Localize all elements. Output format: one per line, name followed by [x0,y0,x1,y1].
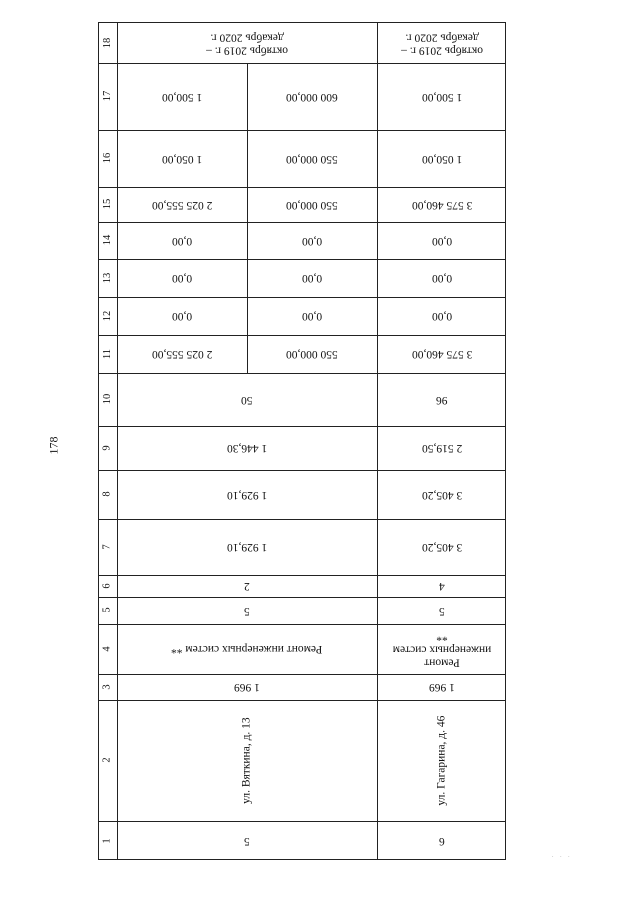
table-cell: 0,00 [171,272,193,285]
record-number: 6 [439,835,445,848]
column-header: 7 [101,544,113,550]
work-period: октябрь 2019 г. – декабрь 2020 г. [206,31,288,57]
column-header: 15 [101,199,113,210]
column-header: 14 [101,235,113,246]
table-cell: 0,00 [431,235,453,248]
table-cell: 1 500,00 [421,91,463,104]
column-header: 12 [101,310,113,322]
table-cell: 3 575 460,00 [411,199,473,212]
table-cell: 0,00 [301,272,323,285]
table-cell: 0,00 [301,235,323,248]
table-cell: 1 929,10 [226,489,268,502]
column-header: 1 [101,838,113,844]
column-header: 17 [101,91,113,102]
table-cell: 0,00 [431,272,453,285]
table-cell: 550 000,00 [286,199,338,212]
record-number: 5 [244,835,250,848]
table-cell: 550 000,00 [286,153,338,166]
column-header: 5 [101,607,113,614]
scan-speckle: · · · [551,853,572,861]
column-header: 3 [101,684,113,690]
table-cell: 1 050,00 [161,153,203,166]
table-cell: 2 [244,580,250,593]
table-cell: 600 000,00 [286,91,338,104]
column-header: 11 [101,348,113,360]
table-cell: 50 [241,394,253,407]
table-cell: 1 500,00 [161,91,203,104]
column-header: 10 [101,394,113,405]
table-cell: 0,00 [301,310,323,323]
table-cell: 3 575 460,00 [411,348,473,361]
rotated-table [98,22,506,860]
table-cell: 4 [439,580,445,593]
table-cell: 3 405,20 [421,489,463,502]
work-period: октябрь 2019 г. – декабрь 2020 г. [401,31,483,57]
build-year: 1 969 [429,681,455,694]
column-header: 9 [101,445,113,451]
column-header: 2 [101,757,113,764]
column-header: 13 [101,272,113,284]
table-cell: 1 050,00 [421,153,463,166]
table-cell: 2 025 555,00 [151,348,213,361]
table-cell: 1 929,10 [226,541,268,554]
table-cell: 5 [439,605,445,618]
table-cell: 3 405,20 [421,541,463,554]
table-cell: 5 [244,605,250,618]
table-cell: 550 000,00 [286,348,338,361]
page-number: 178 [46,436,61,455]
build-year: 1 969 [234,681,260,694]
address: ул. Гагарина, д. 46 [435,715,448,806]
column-header: 18 [101,37,113,49]
table-cell: 96 [436,394,448,407]
table-cell: 0,00 [171,310,193,323]
table-cell: 2 519,50 [421,442,463,455]
work-type: Ремонт инженерных систем ** [171,643,323,656]
column-header: 4 [101,646,113,652]
table-cell: 0,00 [431,310,453,323]
column-header: 16 [101,153,113,164]
address: ул. Вяткина, д. 13 [240,717,253,804]
column-header: 8 [101,491,113,498]
table-cell: 1 446,30 [226,442,268,455]
table-cell: 2 025 555,00 [151,199,213,212]
work-type: Ремонт инженерных систем ** [392,630,492,669]
table-cell: 0,00 [171,235,193,248]
column-header: 6 [101,583,113,589]
